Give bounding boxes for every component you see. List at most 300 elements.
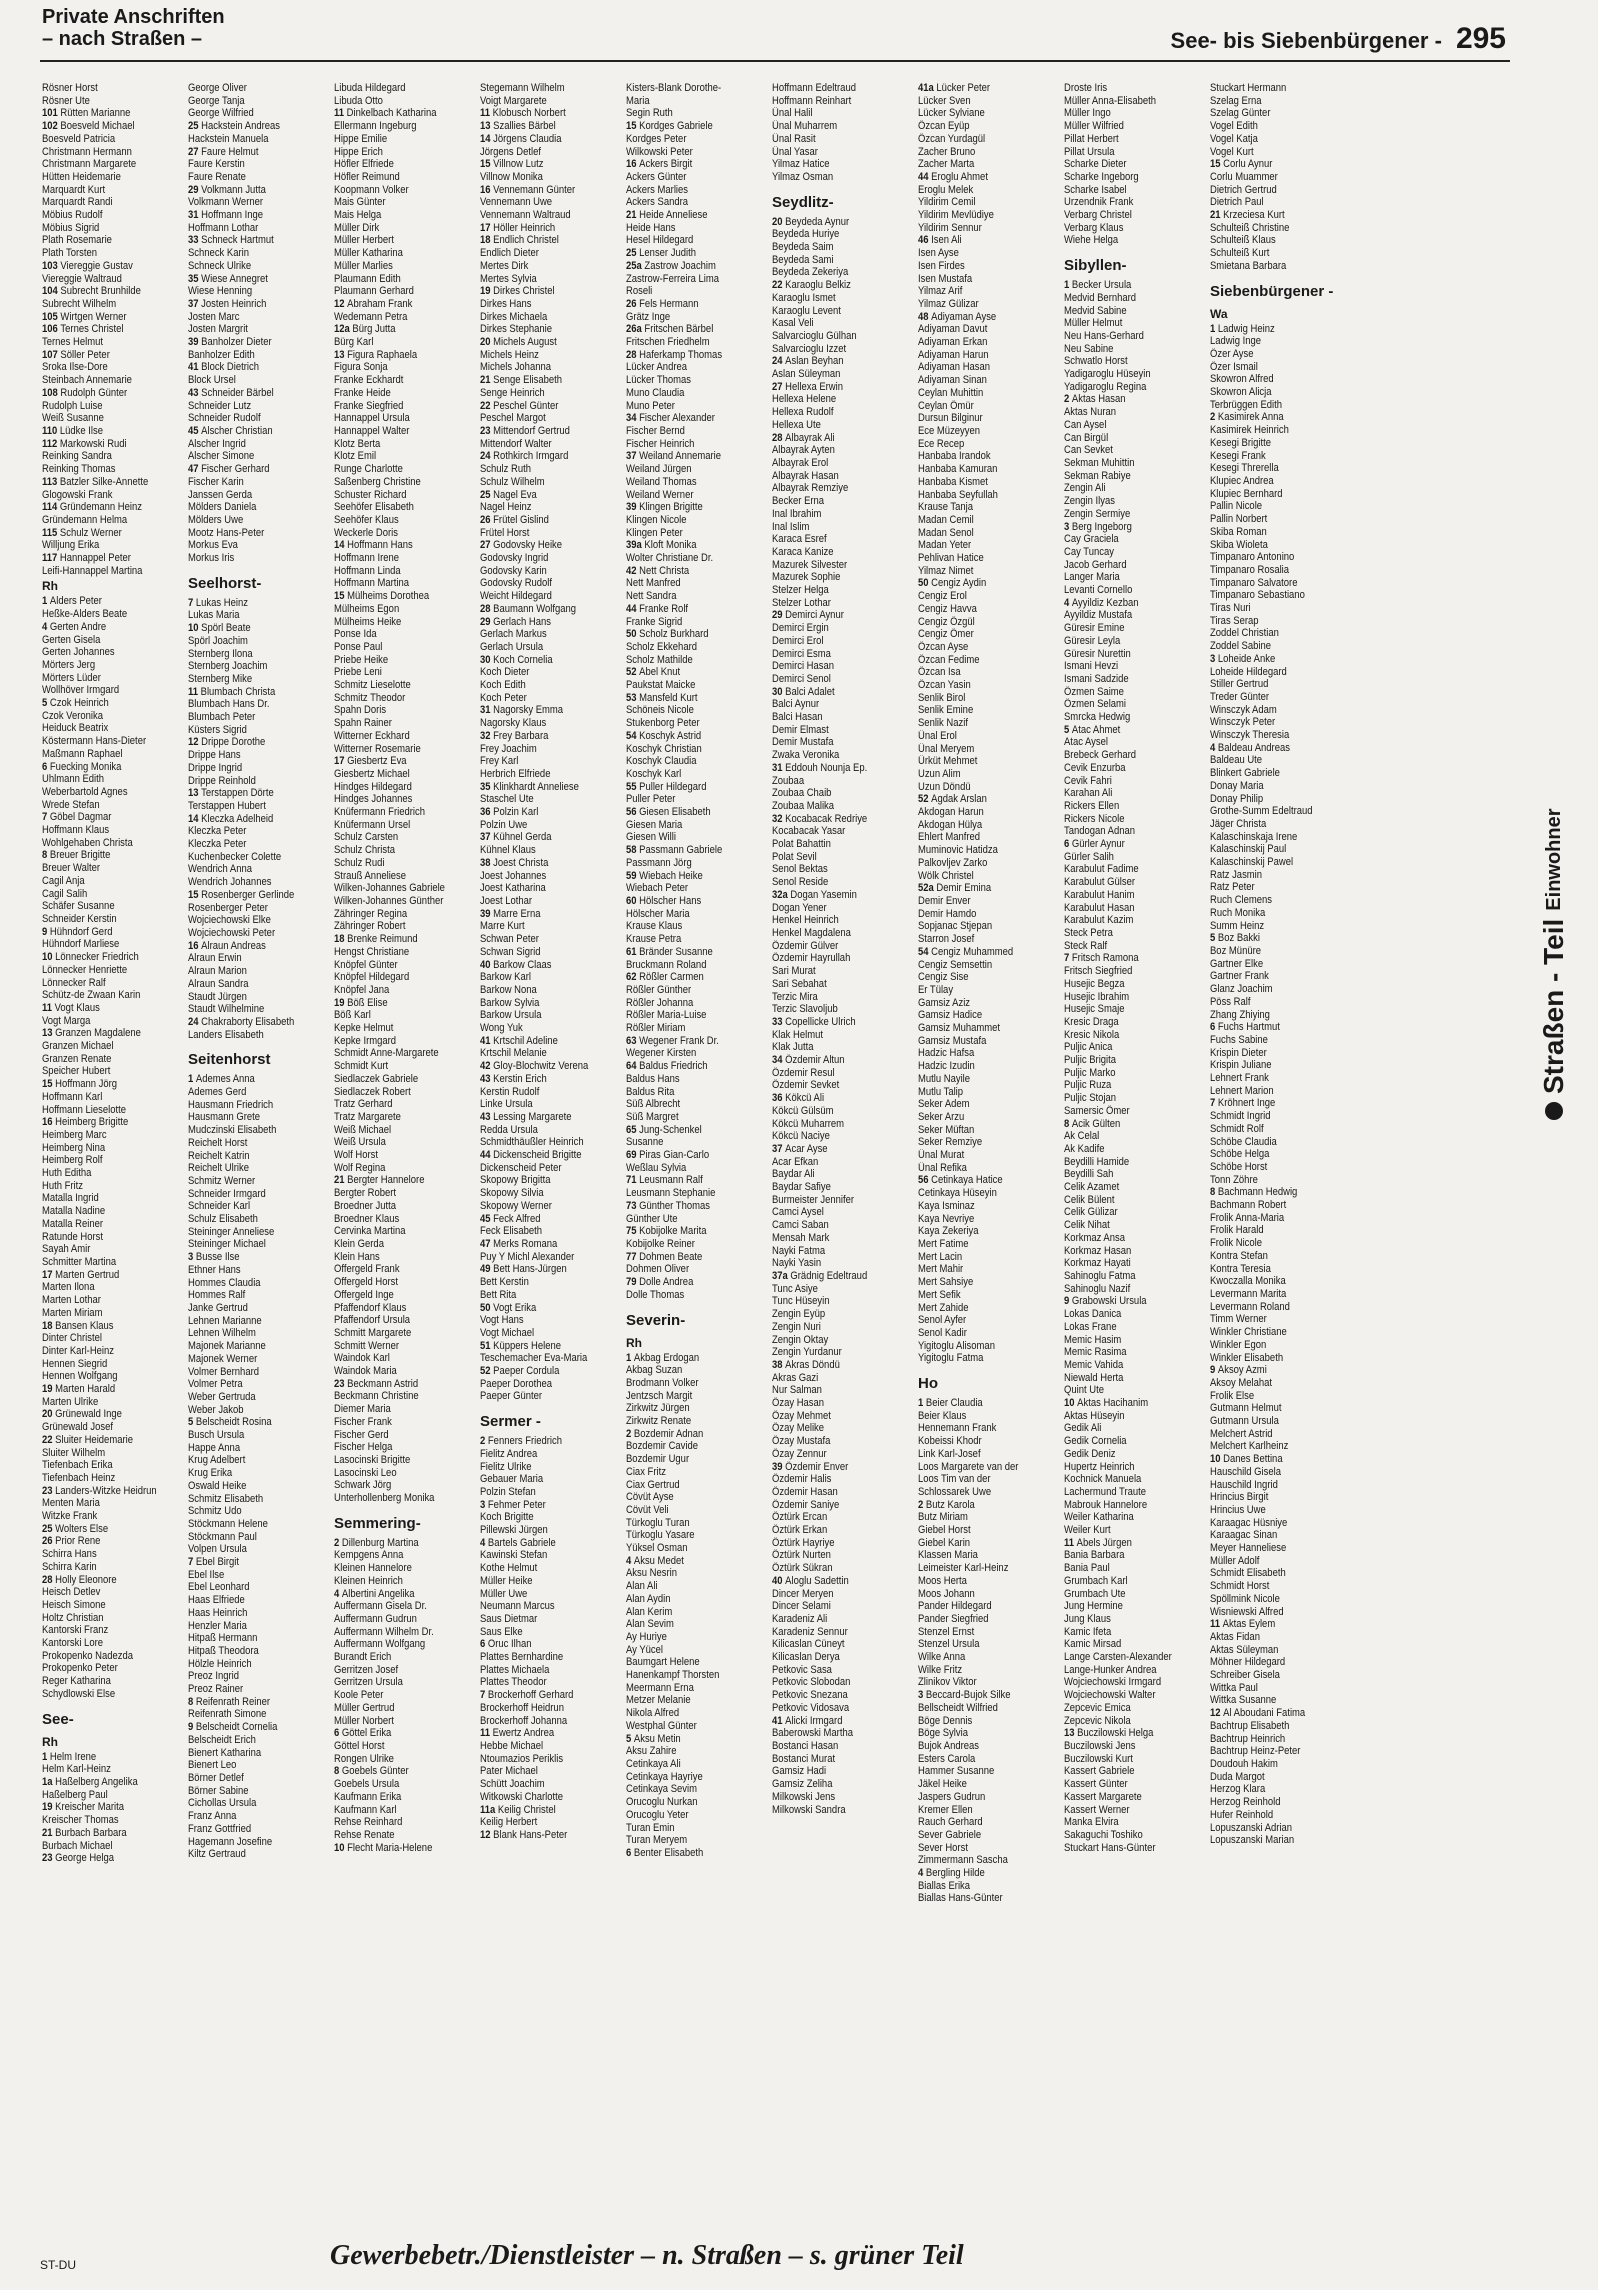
resident-entry xyxy=(918,1537,1056,1550)
resident-entry xyxy=(626,1225,764,1238)
resident-entry xyxy=(1210,1174,1348,1187)
resident-entry xyxy=(918,171,1056,184)
resident-name: Marten Gertrud xyxy=(55,1268,120,1281)
resident-name: Güresir Nurettin xyxy=(1064,647,1131,660)
resident-name: Baumgart Helene xyxy=(626,1656,700,1669)
resident-entry xyxy=(1210,564,1348,577)
resident-entry xyxy=(188,622,326,635)
resident-entry xyxy=(626,1402,764,1415)
resident-entry xyxy=(1064,1054,1202,1067)
resident-entry xyxy=(626,1580,764,1593)
resident-name: Haßelberg Angelika xyxy=(55,1776,138,1788)
resident-name: Szallies Bärbel xyxy=(493,120,556,133)
resident-entry xyxy=(1064,1092,1202,1105)
resident-name: Wirtgen Werner xyxy=(60,310,127,323)
resident-name: Gedik Ali xyxy=(1064,1422,1102,1435)
resident-entry xyxy=(772,673,910,686)
resident-name: Verbarg Klaus xyxy=(1064,221,1124,234)
resident-entry xyxy=(480,222,618,235)
resident-name: Baldeau Andreas xyxy=(1217,741,1290,754)
resident-name: Hausmann Grete xyxy=(188,1111,261,1124)
resident-name: Block Dietrich xyxy=(201,361,259,374)
resident-entry xyxy=(480,959,618,972)
resident-entry xyxy=(42,158,180,171)
house-number: 36 xyxy=(480,806,494,819)
resident-entry xyxy=(1064,1486,1202,1499)
resident-name: Zepcevic Nikola xyxy=(1064,1714,1131,1727)
resident-name: Frolik Nicole xyxy=(1210,1237,1263,1250)
street-range-title: See- bis Siebenbürgener - xyxy=(1170,28,1442,53)
resident-name: Schmitt Werner xyxy=(334,1339,400,1352)
resident-name: Koch Edith xyxy=(480,679,526,692)
resident-name: Feck Alfred xyxy=(493,1212,541,1225)
resident-name: Sluiter Heidemarie xyxy=(55,1433,133,1446)
house-number: 105 xyxy=(42,310,61,323)
resident-name: Drippe Ingrid xyxy=(188,761,243,774)
resident-entry xyxy=(480,1378,618,1391)
resident-entry xyxy=(334,628,472,641)
resident-entry xyxy=(42,450,180,463)
resident-name: Senlik Nazif xyxy=(918,717,968,730)
resident-entry xyxy=(626,920,764,933)
house-number: 2 xyxy=(334,1536,342,1549)
resident-name: Ak Kadife xyxy=(1064,1142,1105,1155)
resident-name: Vennemann Waltraud xyxy=(480,209,571,222)
resident-name: Spahn Rainer xyxy=(334,717,392,730)
resident-entry xyxy=(772,1041,910,1054)
resident-name: Kontra Stefan xyxy=(1210,1249,1268,1262)
resident-name: Sluiter Wilhelm xyxy=(42,1446,106,1459)
directory-column xyxy=(772,82,910,2222)
resident-entry xyxy=(480,1765,618,1778)
resident-name: Marten Lothar xyxy=(42,1294,101,1307)
resident-name: Bachtrup Heinrich xyxy=(1210,1732,1286,1745)
resident-name: Can Birgül xyxy=(1064,431,1109,444)
resident-entry xyxy=(188,222,326,235)
resident-entry xyxy=(1210,1529,1348,1542)
resident-entry xyxy=(626,1758,764,1771)
resident-entry xyxy=(1210,1047,1348,1060)
resident-name: Alscher Christian xyxy=(201,424,273,437)
resident-entry xyxy=(772,146,910,159)
resident-name: Mutlu Talip xyxy=(918,1085,964,1098)
resident-name: Mutlu Nayile xyxy=(918,1072,971,1085)
resident-name: Göbel Dagmar xyxy=(49,811,112,824)
resident-name: Tiras Nuri xyxy=(1210,602,1251,615)
resident-name: Frolik Anna-Maria xyxy=(1210,1211,1285,1224)
resident-name: Özcan Isa xyxy=(918,666,961,679)
house-number: 15 xyxy=(188,888,202,901)
resident-name: Reichelt Horst xyxy=(188,1136,248,1149)
resident-entry xyxy=(626,806,764,819)
resident-entry xyxy=(480,1486,618,1499)
resident-name: Karaoglu Ismet xyxy=(772,291,836,304)
resident-name: Demirci Esma xyxy=(772,647,831,660)
resident-entry xyxy=(772,571,910,584)
resident-entry xyxy=(42,799,180,812)
resident-entry xyxy=(1210,1694,1348,1707)
resident-entry xyxy=(772,787,910,800)
resident-entry xyxy=(42,1650,180,1663)
resident-entry xyxy=(1064,171,1202,184)
resident-name: Schütz-de Zwaan Karin xyxy=(42,989,141,1002)
resident-entry xyxy=(772,609,910,622)
resident-entry xyxy=(626,768,764,781)
resident-name: Zoubaa xyxy=(772,774,805,787)
resident-name: Barkow Nona xyxy=(480,983,537,996)
resident-name: Beydeda Aynur xyxy=(785,215,850,228)
resident-entry xyxy=(188,1708,326,1721)
resident-name: Isen Ali xyxy=(931,234,962,247)
resident-entry xyxy=(772,1702,910,1715)
resident-entry xyxy=(1064,1765,1202,1778)
resident-name: Göttel Horst xyxy=(334,1740,385,1752)
house-number: 15 xyxy=(626,120,640,133)
resident-name: Celik Gülizar xyxy=(1064,1206,1118,1219)
resident-name: Güresir Leyla xyxy=(1064,634,1121,647)
resident-name: Busse Ilse xyxy=(195,1251,240,1264)
resident-name: Mert Zahide xyxy=(918,1301,969,1314)
resident-entry xyxy=(918,1251,1056,1264)
resident-entry xyxy=(334,1352,472,1365)
resident-entry xyxy=(1210,1085,1348,1098)
resident-entry xyxy=(1064,1791,1202,1804)
resident-name: Steininger Michael xyxy=(188,1238,266,1251)
resident-entry xyxy=(42,1827,180,1840)
resident-entry xyxy=(626,1111,764,1124)
resident-name: Adiyaman Sinan xyxy=(918,374,987,387)
house-number: 33 xyxy=(772,1015,786,1028)
house-number: 73 xyxy=(626,1199,640,1212)
resident-entry xyxy=(480,1473,618,1486)
resident-name: Niewald Herta xyxy=(1064,1371,1124,1384)
resident-entry xyxy=(188,1581,326,1594)
resident-name: Knüfermann Ursel xyxy=(334,818,411,831)
resident-entry xyxy=(918,501,1056,514)
district-label: Rh xyxy=(42,579,58,594)
house-number: 36 xyxy=(772,1092,786,1105)
resident-entry xyxy=(1064,991,1202,1004)
resident-name: Melchert Astrid xyxy=(1210,1427,1273,1440)
resident-name: Jörgens Detlef xyxy=(480,145,542,158)
resident-name: Pater Michael xyxy=(480,1765,538,1778)
resident-name: Terzic Mira xyxy=(772,990,818,1003)
resident-name: Er Tülay xyxy=(918,983,954,996)
resident-entry xyxy=(334,1022,472,1035)
resident-name: Pillewski Jürgen xyxy=(480,1524,548,1537)
resident-name: Kassert Werner xyxy=(1064,1803,1130,1816)
resident-name: Weßlau Sylvia xyxy=(626,1161,687,1174)
resident-entry xyxy=(1064,762,1202,775)
resident-entry xyxy=(480,552,618,565)
resident-entry xyxy=(772,1676,910,1689)
resident-entry xyxy=(1064,444,1202,457)
resident-entry xyxy=(42,349,180,362)
resident-name: Can Aysel xyxy=(1064,418,1107,431)
resident-name: Copellicke Ulrich xyxy=(785,1015,856,1028)
resident-entry xyxy=(188,711,326,724)
resident-name: Fischer Heinrich xyxy=(626,437,695,450)
resident-entry xyxy=(1210,793,1348,806)
house-number: 1 xyxy=(42,595,50,608)
resident-entry xyxy=(42,1408,180,1421)
house-number: 110 xyxy=(42,424,60,437)
resident-entry xyxy=(480,997,618,1010)
resident-name: Özdemir Gülver xyxy=(772,939,839,952)
resident-entry xyxy=(1210,1466,1348,1479)
resident-name: Alraun Marion xyxy=(188,965,247,978)
resident-name: Ebel Ilse xyxy=(188,1568,225,1581)
resident-entry xyxy=(626,196,764,209)
resident-name: Marre Erna xyxy=(493,907,541,920)
resident-name: Zlinikov Viktor xyxy=(918,1676,977,1689)
resident-name: Staudt Jürgen xyxy=(188,990,247,1003)
resident-name: Kühnel Gerda xyxy=(493,831,552,844)
resident-entry xyxy=(334,107,472,120)
resident-name: Dohmen Oliver xyxy=(626,1263,690,1276)
resident-entry xyxy=(334,1613,472,1626)
resident-entry xyxy=(626,1669,764,1682)
resident-entry xyxy=(188,749,326,762)
resident-entry xyxy=(772,1473,910,1486)
house-number: 3 xyxy=(480,1498,488,1511)
resident-name: Möhner Hildegard xyxy=(1210,1656,1286,1669)
resident-entry xyxy=(188,876,326,889)
resident-name: Weiß Michael xyxy=(334,1123,392,1136)
resident-entry xyxy=(42,1180,180,1193)
resident-entry xyxy=(918,1867,1056,1880)
house-number: 2 xyxy=(626,1427,634,1440)
resident-name: Barkow Karl xyxy=(480,971,531,984)
house-number: 8 xyxy=(1064,1117,1072,1130)
house-number: 31 xyxy=(480,704,494,717)
resident-name: Duda Margot xyxy=(1210,1770,1265,1783)
resident-name: Rößler Miriam xyxy=(626,1022,686,1035)
resident-entry xyxy=(480,1689,618,1702)
house-number: 32 xyxy=(480,729,494,742)
resident-name: Hanbaba Irandok xyxy=(918,450,991,463)
resident-name: Wisniewski Alfred xyxy=(1210,1605,1284,1618)
resident-entry xyxy=(772,158,910,171)
resident-entry xyxy=(334,895,472,908)
resident-name: Winsczyk Adam xyxy=(1210,703,1277,716)
resident-entry xyxy=(188,736,326,749)
resident-name: Akras Döndü xyxy=(785,1358,840,1371)
resident-name: Landers-Witzke Heidrun xyxy=(55,1484,157,1497)
resident-entry xyxy=(42,837,180,850)
resident-entry xyxy=(188,1175,326,1188)
resident-entry xyxy=(334,95,472,108)
resident-name: Öztürk Nurten xyxy=(772,1549,831,1562)
resident-name: Willjung Erika xyxy=(42,539,100,552)
resident-entry xyxy=(42,1637,180,1650)
resident-entry xyxy=(1210,1682,1348,1695)
resident-entry xyxy=(480,285,618,298)
resident-name: Fischer Alexander xyxy=(639,412,715,425)
resident-entry xyxy=(626,1834,764,1847)
resident-name: Celik Azamet xyxy=(1064,1181,1120,1194)
resident-name: Siedlaczek Robert xyxy=(334,1085,411,1098)
resident-name: Franke Eckhardt xyxy=(334,374,404,387)
resident-entry xyxy=(334,1225,472,1238)
house-number: 2 xyxy=(918,1498,926,1511)
resident-entry xyxy=(918,1588,1056,1601)
resident-name: Keilig Christel xyxy=(497,1803,556,1816)
resident-entry xyxy=(918,997,1056,1010)
resident-name: Redda Ursula xyxy=(480,1123,538,1136)
resident-name: Doudouh Hakim xyxy=(1210,1758,1278,1770)
resident-entry xyxy=(1064,393,1202,406)
resident-entry xyxy=(42,1814,180,1827)
resident-name: Samersic Ömer xyxy=(1064,1104,1130,1117)
resident-entry xyxy=(480,120,618,133)
house-number: 6 xyxy=(1064,838,1072,851)
resident-name: Höfler Reimund xyxy=(334,170,400,183)
resident-entry xyxy=(1210,475,1348,488)
resident-entry xyxy=(918,1740,1056,1753)
resident-entry xyxy=(1064,724,1202,737)
resident-name: Smrcka Hedwig xyxy=(1064,711,1131,724)
resident-name: Lokas Frane xyxy=(1064,1320,1117,1333)
resident-name: Fischer Helga xyxy=(334,1441,393,1454)
resident-entry xyxy=(188,1099,326,1112)
resident-entry xyxy=(334,412,472,425)
resident-entry xyxy=(1210,1326,1348,1339)
resident-entry xyxy=(918,577,1056,590)
resident-entry xyxy=(188,1531,326,1544)
house-number: 52 xyxy=(480,1365,494,1378)
resident-entry xyxy=(188,387,326,400)
resident-entry xyxy=(334,1537,472,1550)
resident-name: Zengin Ilyas xyxy=(1064,495,1116,508)
resident-entry xyxy=(1064,546,1202,559)
resident-entry xyxy=(334,959,472,972)
resident-entry xyxy=(480,1702,618,1715)
resident-name: Weiland Werner xyxy=(626,488,694,501)
resident-entry xyxy=(480,768,618,781)
resident-name: Hühndorf Marliese xyxy=(42,938,120,951)
resident-entry xyxy=(1064,317,1202,330)
resident-entry xyxy=(188,1480,326,1493)
resident-entry xyxy=(1210,1720,1348,1733)
resident-entry xyxy=(1064,838,1202,851)
resident-entry xyxy=(334,1829,472,1842)
resident-name: Rehse Renate xyxy=(334,1828,395,1841)
resident-name: Huth Editha xyxy=(42,1167,92,1180)
resident-entry xyxy=(42,1129,180,1142)
resident-name: Al Aboudani Fatima xyxy=(1223,1707,1306,1720)
resident-entry xyxy=(1064,1499,1202,1512)
resident-entry xyxy=(626,1809,764,1822)
resident-name: Loheide Hildegard xyxy=(1210,665,1287,678)
house-number: 38 xyxy=(480,856,494,869)
resident-name: Matalla Ingrid xyxy=(42,1192,99,1205)
resident-entry xyxy=(1064,1524,1202,1537)
resident-entry xyxy=(1064,120,1202,133)
resident-entry xyxy=(772,851,910,864)
resident-name: Uhlmann Edith xyxy=(42,773,105,786)
resident-name: Reichelt Katrin xyxy=(188,1149,250,1162)
resident-entry xyxy=(918,870,1056,883)
resident-name: Bostanci Murat xyxy=(772,1752,836,1765)
resident-name: Kalaschinskaja Irene xyxy=(1210,830,1298,843)
resident-name: Milkowski Sandra xyxy=(772,1803,846,1816)
house-number: 37a xyxy=(772,1269,791,1282)
resident-name: Jaspers Gudrun xyxy=(918,1790,986,1803)
resident-entry xyxy=(1064,1283,1202,1296)
resident-entry xyxy=(188,489,326,502)
resident-name: Stöckmann Paul xyxy=(188,1530,257,1543)
resident-name: Donay Maria xyxy=(1210,779,1264,792)
resident-entry xyxy=(1210,1733,1348,1746)
resident-entry xyxy=(626,1187,764,1200)
resident-name: Mootz Hans-Peter xyxy=(188,526,265,539)
resident-entry xyxy=(42,761,180,774)
resident-name: Karabulut Hanim xyxy=(1064,888,1135,901)
resident-name: Ladwig Heinz xyxy=(1217,322,1275,335)
resident-entry xyxy=(188,425,326,438)
running-head-line2: – nach Straßen – xyxy=(42,28,203,50)
resident-entry xyxy=(626,1136,764,1149)
resident-entry xyxy=(1210,1428,1348,1441)
house-number: 9 xyxy=(42,925,50,938)
resident-name: Cetinkaya Hüseyin xyxy=(918,1187,997,1200)
resident-entry xyxy=(334,730,472,743)
resident-name: Lenser Judith xyxy=(639,247,696,260)
resident-name: Kiltz Gertraud xyxy=(188,1848,246,1861)
resident-entry xyxy=(626,400,764,413)
house-number: 6 xyxy=(1210,1021,1218,1034)
resident-name: Gedik Cornelia xyxy=(1064,1435,1127,1448)
resident-name: Broedner Jutta xyxy=(334,1199,397,1212)
resident-name: Hackstein Andreas xyxy=(201,120,281,133)
resident-entry xyxy=(1064,1600,1202,1613)
resident-entry xyxy=(188,146,326,159)
resident-name: Winkler Elisabeth xyxy=(1210,1351,1284,1364)
resident-entry xyxy=(1064,196,1202,209)
resident-name: Kepke Irmgard xyxy=(334,1034,397,1047)
resident-name: Gerlach Ursula xyxy=(480,640,544,653)
resident-entry xyxy=(626,146,764,159)
resident-name: Böß Karl xyxy=(334,1009,371,1022)
resident-name: Hoffmann Klaus xyxy=(42,824,110,837)
resident-name: Butz Karola xyxy=(925,1498,975,1511)
resident-name: Zoddel Christian xyxy=(1210,627,1279,640)
resident-entry xyxy=(918,311,1056,324)
resident-name: Joest Christa xyxy=(493,856,549,869)
resident-entry xyxy=(334,1174,472,1187)
resident-entry xyxy=(480,1804,618,1817)
resident-name: Hoffmann Lothar xyxy=(188,221,259,234)
resident-name: Kocabacak Yasar xyxy=(772,825,846,838)
resident-name: Zengin Eyüp xyxy=(772,1308,826,1321)
resident-entry xyxy=(626,489,764,502)
resident-name: Schneider Karl xyxy=(188,1200,251,1213)
resident-name: Beier Klaus xyxy=(918,1409,967,1422)
resident-entry xyxy=(334,311,472,324)
resident-name: Czok Heinrich xyxy=(49,697,109,710)
resident-name: Blinkert Gabriele xyxy=(1210,767,1280,780)
resident-entry xyxy=(188,1721,326,1734)
resident-name: Pöss Ralf xyxy=(1210,995,1251,1008)
resident-entry xyxy=(1210,526,1348,539)
house-number: 4 xyxy=(42,620,50,633)
resident-entry xyxy=(1210,1136,1348,1149)
resident-name: Polzin Stefan xyxy=(480,1485,536,1498)
resident-name: Barkow Ursula xyxy=(480,1009,542,1022)
resident-entry xyxy=(188,1213,326,1226)
resident-name: Kantorski Franz xyxy=(42,1624,109,1637)
